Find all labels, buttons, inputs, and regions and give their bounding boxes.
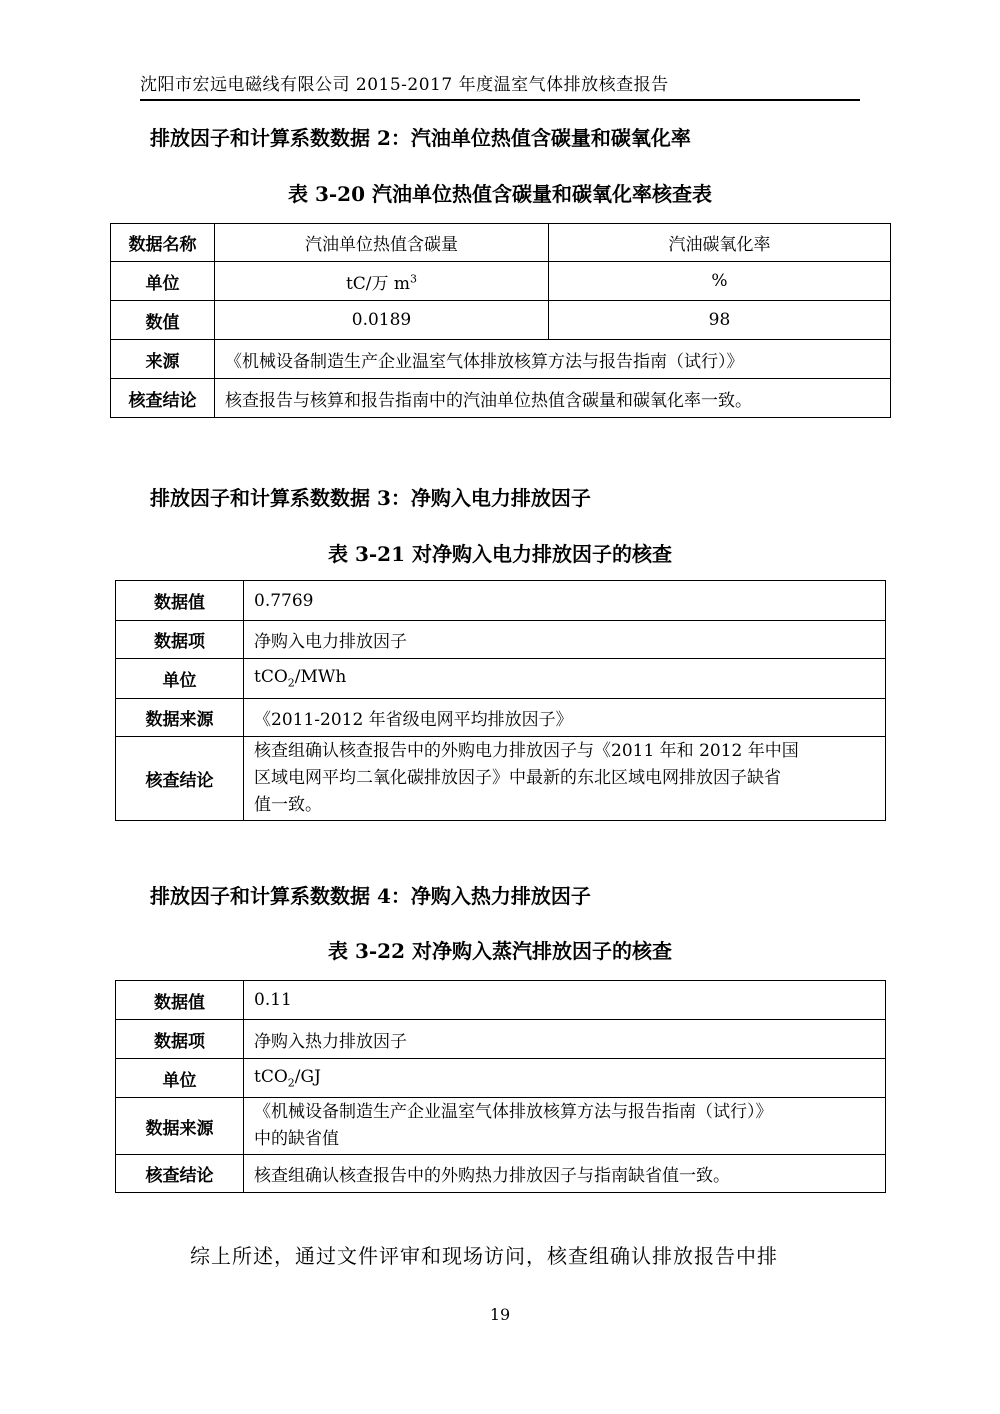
cell-value: 《机械设备制造生产企业温室气体排放核算方法与报告指南（试行）》 [215,340,891,379]
cell-value: 0.7769 [244,581,886,621]
table-row [116,581,886,621]
text-line: 核查组确认核查报告中的外购电力排放因子与《2011 年和 2012 年中国 [254,741,799,761]
cell-value [244,659,886,699]
unit-subscript: 2 [287,676,295,690]
text-line: 区域电网平均二氧化碳排放因子》中最新的东北区域电网排放因子缺省 [254,768,781,788]
unit-text: /MWh [294,667,347,688]
table-3-21 [115,580,886,821]
cell-value [244,1059,886,1098]
section-heading-electricity: 排放因子和计算系数数据 3：净购入电力排放因子 [150,486,591,510]
table-row [111,379,891,418]
table-3-20 [110,223,891,418]
cell-value [215,262,549,301]
cell-value: 0.11 [244,981,886,1020]
text-line: 《机械设备制造生产企业温室气体排放核算方法与报告指南（试行）》 [254,1102,773,1122]
row-label: 数据来源 [116,1098,244,1155]
table-3-22 [115,980,886,1193]
table-row [116,1155,886,1193]
cell-value: 净购入热力排放因子 [244,1020,886,1059]
cell-value: 98 [549,301,891,340]
row-label: 数据值 [116,581,244,621]
row-label: 数据项 [116,1020,244,1059]
unit-text: tCO [254,667,288,688]
page-header: 沈阳市宏远电磁线有限公司 2015-2017 年度温室气体排放核查报告 [140,70,860,101]
row-label: 数据来源 [116,699,244,737]
cell-value: 净购入电力排放因子 [244,621,886,659]
table-caption-3-20: 表 3-20 汽油单位热值含碳量和碳氧化率核查表 [288,182,712,206]
table-row [111,301,891,340]
section-heading-gasoline: 排放因子和计算系数数据 2：汽油单位热值含碳量和碳氧化率 [150,126,691,150]
table-row [116,1020,886,1059]
cell-value [244,737,886,821]
table-row [116,737,886,821]
table-row [116,621,886,659]
text-line: 中的缺省值 [254,1129,339,1149]
unit-subscript: 2 [287,1076,295,1090]
table-caption-3-21: 表 3-21 对净购入电力排放因子的核查 [328,542,672,566]
row-label: 数据值 [116,981,244,1020]
row-label: 核查结论 [116,737,244,821]
unit-text: /GJ [294,1066,321,1087]
page-number: 19 [489,1305,511,1324]
cell-value: 核查组确认核查报告中的外购热力排放因子与指南缺省值一致。 [244,1155,886,1193]
row-label: 核查结论 [116,1155,244,1193]
cell-value: 汽油单位热值含碳量 [215,224,549,262]
table-row [111,340,891,379]
table-row [116,1098,886,1155]
section-heading-heat: 排放因子和计算系数数据 4：净购入热力排放因子 [150,884,591,908]
row-label: 单位 [111,262,215,301]
table-row [116,1059,886,1098]
row-label: 来源 [111,340,215,379]
row-label: 单位 [116,1059,244,1098]
row-label: 数据项 [116,621,244,659]
cell-value [244,1098,886,1155]
table-row [116,659,886,699]
cell-value: 汽油碳氧化率 [549,224,891,262]
unit-text: tC/万 m [345,273,411,294]
row-label: 数据名称 [111,224,215,262]
table-row [116,981,886,1020]
cell-value: 《2011-2012 年省级电网平均排放因子》 [244,699,886,737]
unit-text: tCO [254,1066,288,1087]
cell-value: 核查报告与核算和报告指南中的汽油单位热值含碳量和碳氧化率一致。 [215,379,891,418]
unit-superscript: 3 [410,271,418,285]
table-row [116,699,886,737]
table-caption-3-22: 表 3-22 对净购入蒸汽排放因子的核查 [328,939,672,963]
row-label: 核查结论 [111,379,215,418]
table-row [111,224,891,262]
row-label: 数值 [111,301,215,340]
cell-value: % [549,262,891,301]
row-label: 单位 [116,659,244,699]
table-row [111,262,891,301]
closing-paragraph: 综上所述，通过文件评审和现场访问，核查组确认排放报告中排 [190,1244,778,1268]
text-line: 值一致。 [254,795,322,815]
cell-value: 0.0189 [215,301,549,340]
